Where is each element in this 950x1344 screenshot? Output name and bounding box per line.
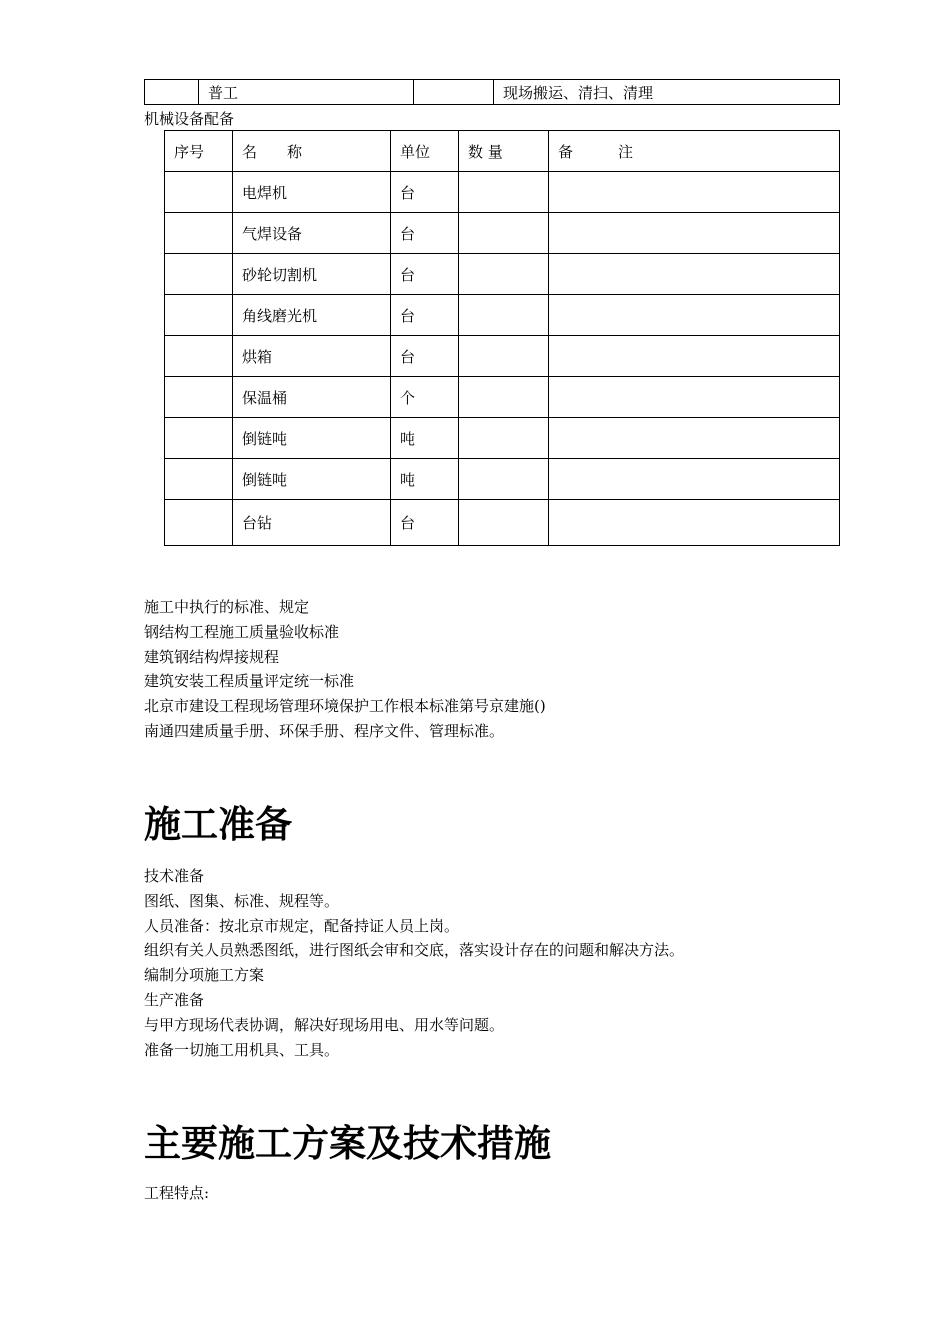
table-row [145, 80, 840, 105]
table-cell [165, 377, 233, 418]
personnel-table [144, 79, 840, 105]
table-cell [459, 500, 549, 546]
table-cell: 吨 [391, 459, 459, 500]
table-cell [165, 213, 233, 254]
table-row [165, 500, 840, 546]
table-cell: 烘箱 [233, 336, 391, 377]
table-cell [459, 377, 549, 418]
header-cell: 名 称 [233, 131, 391, 172]
table-cell [459, 213, 549, 254]
section-heading-preparation: 施工准备 [144, 802, 292, 846]
table-cell [549, 213, 840, 254]
table-cell: 电焊机 [233, 172, 391, 213]
table-cell: 角线磨光机 [233, 295, 391, 336]
table-cell [459, 336, 549, 377]
table-cell: 砂轮切割机 [233, 254, 391, 295]
table-cell [549, 172, 840, 213]
table-row [165, 418, 840, 459]
table-header-row [165, 131, 840, 172]
table-cell [459, 172, 549, 213]
header-cell: 备 注 [549, 131, 840, 172]
table-cell [549, 336, 840, 377]
table-cell [165, 254, 233, 295]
table-cell [145, 80, 199, 105]
header-cell: 序号 [165, 131, 233, 172]
table-cell [459, 254, 549, 295]
table-cell: 气焊设备 [233, 213, 391, 254]
table-cell [549, 418, 840, 459]
section-heading-construction-plan: 主要施工方案及技术措施 [144, 1121, 551, 1165]
table-cell: 台钻 [233, 500, 391, 546]
table-cell [549, 377, 840, 418]
table-row [165, 295, 840, 336]
preparation-text [144, 864, 684, 1062]
table-cell [459, 459, 549, 500]
table-row [165, 172, 840, 213]
standard-line: 北京市建设工程现场管理环境保护工作根本标准第号京建施() [144, 697, 546, 716]
text-line: 准备一切施工用机具、工具。 [144, 1040, 340, 1059]
standard-line: 钢结构工程施工质量验收标准 [144, 622, 340, 641]
table-cell [459, 418, 549, 459]
table-cell [549, 459, 840, 500]
equipment-caption: 机械设备配备 [144, 110, 235, 128]
table-cell [165, 418, 233, 459]
equipment-table [164, 130, 840, 546]
table-cell [165, 172, 233, 213]
table-cell: 台 [391, 254, 459, 295]
standards-list [144, 595, 546, 744]
table-cell: 保温桶 [233, 377, 391, 418]
standard-line: 施工中执行的标准、规定 [144, 598, 310, 616]
table-cell: 倒链吨 [233, 459, 391, 500]
standard-line: 南通四建质量手册、环保手册、程序文件、管理标准。 [144, 721, 505, 740]
table-cell: 台 [391, 295, 459, 336]
construction-plan-text [144, 1181, 209, 1206]
table-cell [549, 254, 840, 295]
table-cell: 台 [391, 336, 459, 377]
text-line: 图纸、图集、标准、规程等。 [144, 891, 340, 910]
table-cell: 台 [391, 172, 459, 213]
table-cell: 吨 [391, 418, 459, 459]
table-cell: 台 [391, 500, 459, 546]
table-row [165, 377, 840, 418]
text-line: 编制分项施工方案 [144, 966, 265, 985]
table-cell [549, 295, 840, 336]
table-cell: 现场搬运、清扫、清理 [494, 80, 840, 105]
standard-line: 建筑钢结构焊接规程 [144, 647, 280, 666]
table-cell: 个 [391, 377, 459, 418]
table-cell [459, 295, 549, 336]
table-cell: 台 [391, 213, 459, 254]
table-cell [165, 336, 233, 377]
standard-line: 建筑安装工程质量评定统一标准 [144, 672, 355, 691]
text-line: 与甲方现场代表协调，解决好现场用电、用水等问题。 [144, 1015, 505, 1034]
table-cell [414, 80, 494, 105]
header-cell: 数 量 [459, 131, 549, 172]
table-row [165, 213, 840, 254]
table-cell: 普工 [199, 80, 414, 105]
text-line: 组织有关人员熟悉图纸，进行图纸会审和交底，落实设计存在的问题和解决方法。 [144, 941, 685, 960]
table-cell [549, 500, 840, 546]
table-row [165, 459, 840, 500]
table-row [165, 336, 840, 377]
table-cell [165, 500, 233, 546]
table-cell [165, 459, 233, 500]
text-line: 工程特点: [144, 1184, 210, 1202]
header-cell: 单位 [391, 131, 459, 172]
table-cell [165, 295, 233, 336]
text-line: 生产准备 [144, 990, 205, 1009]
text-line: 技术准备 [144, 867, 205, 885]
table-row [165, 254, 840, 295]
table-cell: 倒链吨 [233, 418, 391, 459]
text-line: 人员准备：按北京市规定，配备持证人员上岗。 [144, 916, 460, 935]
